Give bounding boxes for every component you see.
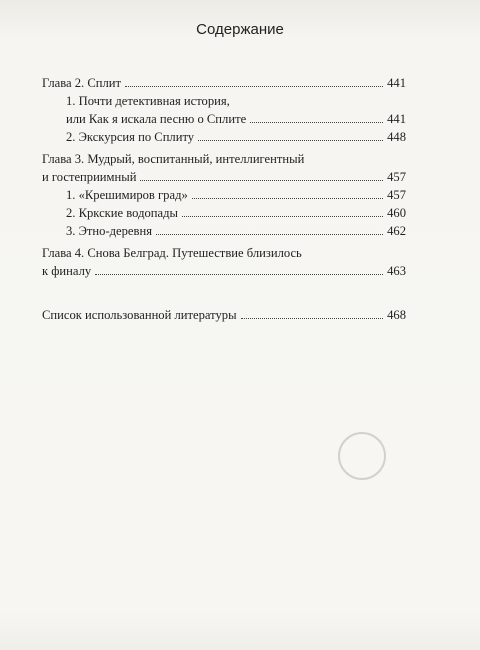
toc-entry-title-cont: или Как я искала песню о Сплите [66,112,247,126]
leader-dots [250,122,383,123]
toc-entry-title: Глава 4. Снова Белград. Путешествие близилось [42,246,302,260]
toc-entry-title: 1. Почти детективная история, [66,94,230,108]
toc-entry-title: Глава 3. Мудрый, воспитанный, интеллигентный [42,152,305,166]
toc-entry-title: Список использованной литературы [42,308,237,322]
leader-dots [241,318,384,319]
toc-entry-section [42,186,406,204]
toc-entry-section [42,222,406,240]
toc-entry-section [42,204,406,222]
toc-title: Содержание [196,21,284,38]
toc-page-number: 441 [387,76,406,90]
leader-dots [192,198,383,199]
toc-entry-title-cont: к финалу [42,264,92,278]
toc-entry-chapter-2 [42,74,406,92]
leader-dots [156,234,383,235]
toc-entry-chapter-3 [42,150,406,186]
toc-entry-bibliography [42,306,406,324]
toc-entry-title: 2. Кркские водопады [66,206,178,220]
toc-page-number: 462 [387,224,406,238]
toc-entry-chapter-4 [42,244,406,280]
toc-entry-title: Глава 2. Сплит [42,76,121,90]
toc-page-number: 460 [387,206,406,220]
leader-dots [140,180,383,181]
toc-page-number: 468 [387,308,406,322]
toc-entry-title: 1. «Крешимиров град» [66,188,188,202]
toc-entry-title: 2. Экскурсия по Сплиту [66,130,195,144]
leader-dots [198,140,383,141]
toc-page-number: 457 [387,170,406,184]
table-of-contents [42,70,406,324]
toc-entry-title-cont: и гостеприимный [42,170,137,184]
leader-dots [182,216,383,217]
leader-dots [95,274,383,275]
toc-page-number: 463 [387,264,406,278]
bleed-through-age-mark [338,432,386,480]
toc-page-number: 441 [387,112,406,126]
toc-entry-title: 3. Этно-деревня [66,224,153,238]
toc-entry-section [42,128,406,146]
toc-entry-section [42,92,406,128]
toc-page-number: 457 [387,188,406,202]
toc-page-number: 448 [387,130,406,144]
leader-dots [125,86,383,87]
